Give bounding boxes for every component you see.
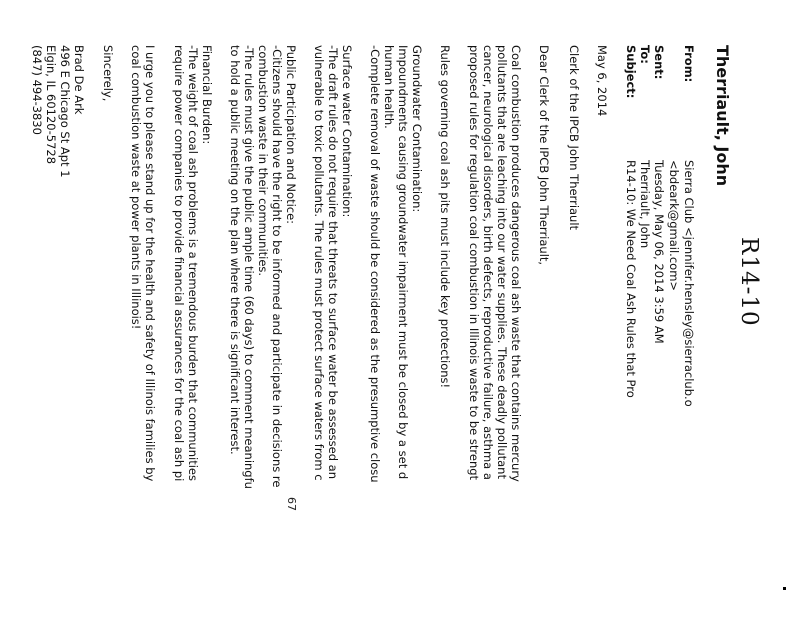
letter-salutation: Dear Clerk of the IPCB John Therriault, <box>537 45 551 266</box>
sender-name-heading: Therriault, John <box>713 45 732 187</box>
body-line: Rules governing coal ash pits must include key protections! <box>438 45 452 389</box>
body-line: -The draft rules do not require that threats to surface water be assessed an <box>326 45 340 480</box>
from-label: From: <box>682 45 696 83</box>
body-line: -Complete removal of waste should be considered as the presumptive closu <box>368 45 382 483</box>
document-code: R14-10 <box>736 237 762 327</box>
letter-date: May 6, 2014 <box>595 45 609 117</box>
body-line: Impoundments causing groundwater impairment must be closed by a set d <box>396 45 410 480</box>
body-line: require power companies to provide financial assurances for the coal ash pi <box>172 45 186 482</box>
section-heading: Groundwater Contamination: <box>410 45 424 213</box>
letter-addressee: Clerk of the IPCB John Therriault <box>567 45 581 231</box>
sent-label: Sent: <box>652 45 666 80</box>
body-line: cancer, neurological disorders, birth defects, reproductive failure, asthma a <box>481 45 495 480</box>
signature-name: Brad De Ark <box>72 45 86 115</box>
body-line: vulnerable to toxic pollutants. The rules must protect surface waters from c <box>312 45 326 481</box>
body-line: coal combustion waste at power plants in Illinois! <box>129 45 143 330</box>
body-line: to hold a public meeting on the plan where there is significant interest. <box>228 45 242 455</box>
body-line: human health. <box>382 45 396 129</box>
subject-label: Subject: <box>624 45 638 99</box>
body-line: combustion waste in their communities. <box>256 45 270 277</box>
body-line: -The rules must give the public ample time (60 days) to comment meaningfu <box>242 45 256 489</box>
body-line: proposed rules for regulation coal combustion in Illinois waste to be strengt <box>467 45 481 481</box>
from-value: Sierra Club <jennifer.hensley@sierraclub.o <box>682 160 696 407</box>
body-line: -The weight of coal ash problems is a tremendous burden that communities <box>186 45 200 481</box>
scan-speck <box>783 587 786 590</box>
signature-address-line: 496 E Chicago St Apt 1 <box>58 45 72 178</box>
signature-phone: (847) 494-3830 <box>30 45 44 135</box>
to-value: Therriault, John <box>638 160 652 249</box>
body-line: -Citizens should have the right to be informed and participate in decisions re <box>270 45 284 488</box>
section-heading: Financial Burden: <box>200 45 214 145</box>
body-line: pollutants that are leaching into our water supplies. These deadly pollutant <box>495 45 509 479</box>
sent-value: Tuesday, May 06, 2014 3:59 AM <box>652 160 666 344</box>
to-label: To: <box>638 45 652 64</box>
from-value-continued: <bdeark@gmail.com> <box>667 160 681 292</box>
section-heading: Surface water Contamination: <box>340 45 354 218</box>
section-heading: Public Participation and Notice: <box>284 45 298 225</box>
letter-closing: Sincerely, <box>101 45 115 102</box>
body-line: I urge you to please stand up for the health and safety of Illinois families by <box>143 45 157 482</box>
body-line: Coal combustion produces dangerous coal ash waste that contains mercury <box>509 45 523 482</box>
signature-city-line: Elgin, IL 60120-5728 <box>44 45 58 165</box>
page-number-mark: 67 <box>285 497 298 511</box>
subject-value: R14-10: We Need Coal Ash Rules that Pro <box>624 160 638 398</box>
